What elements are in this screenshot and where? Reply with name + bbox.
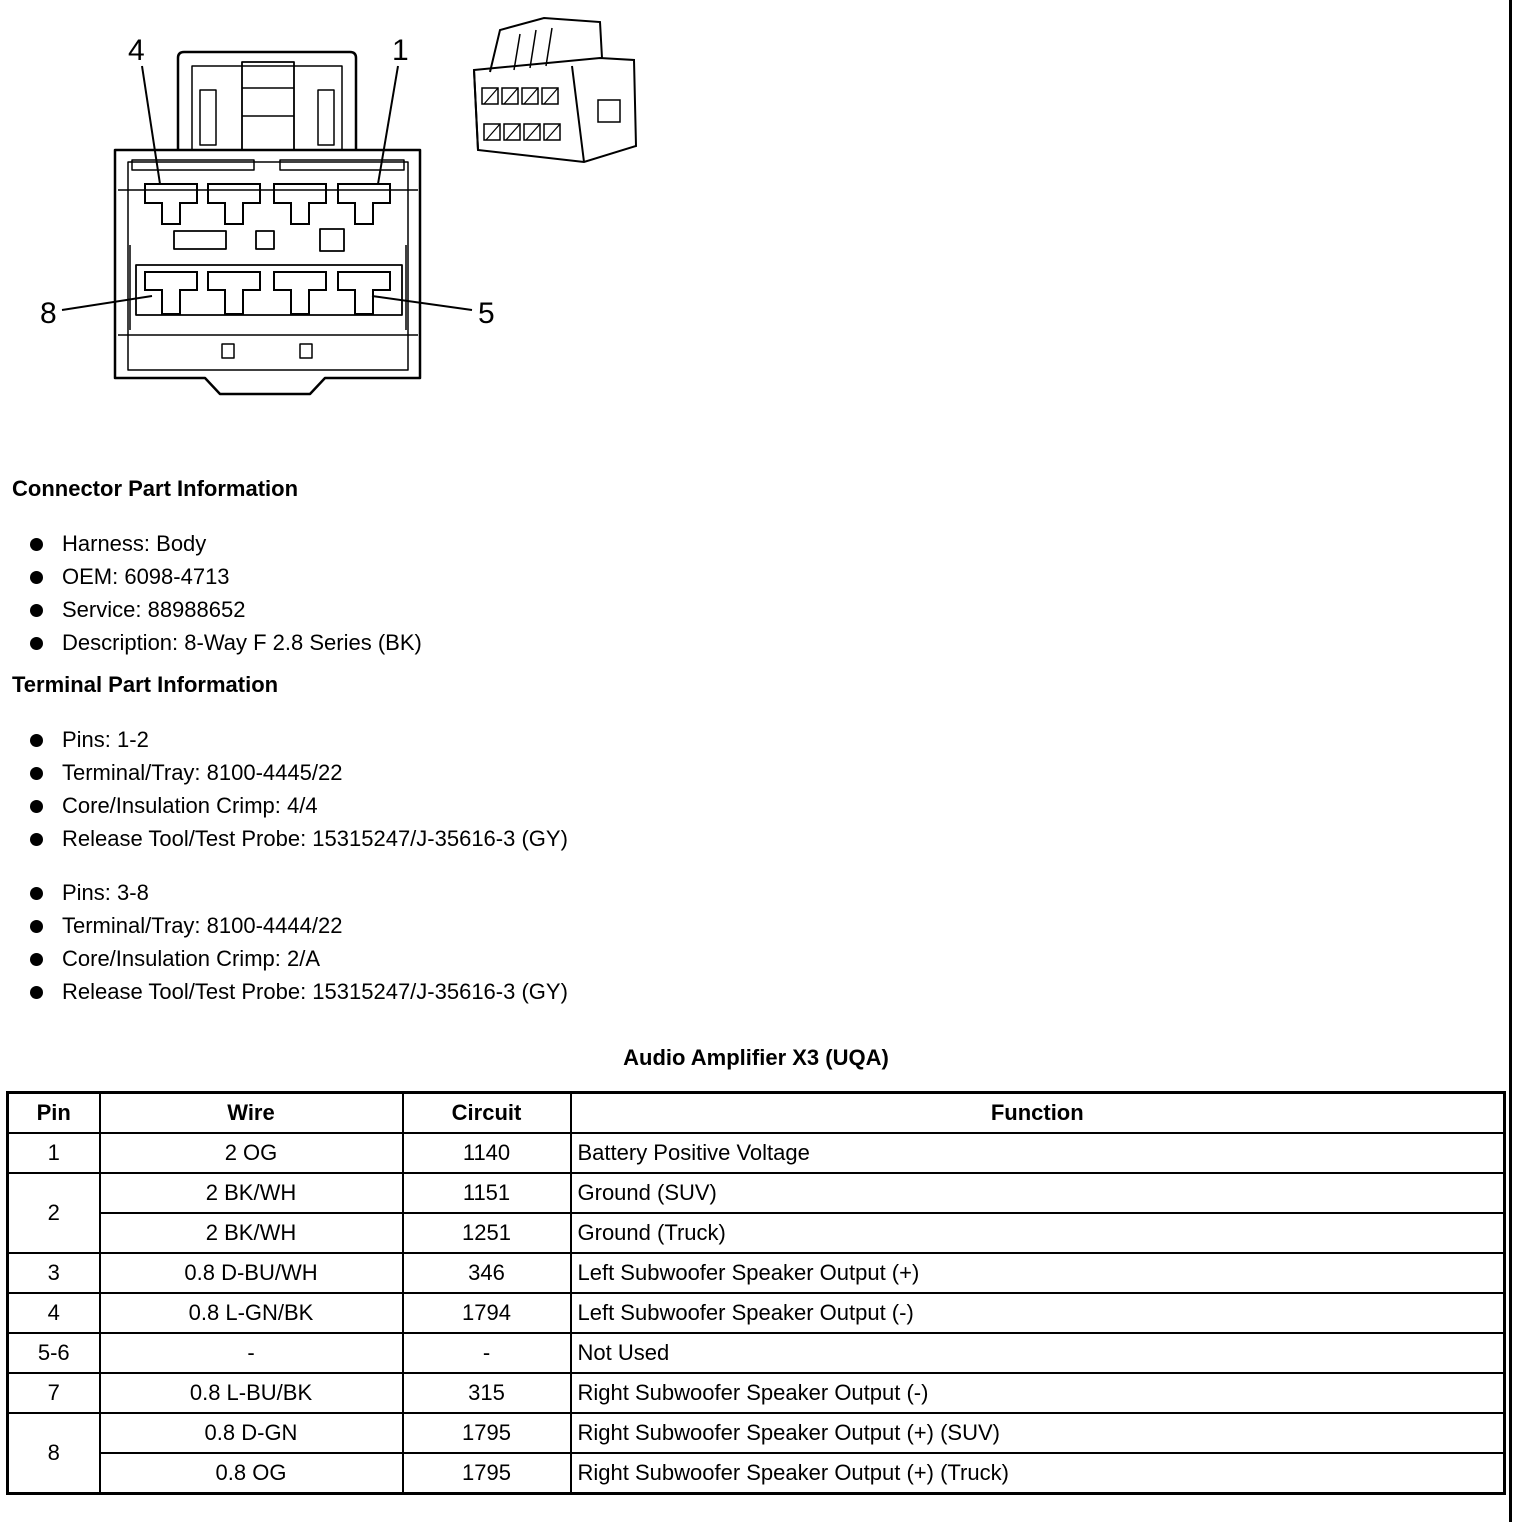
circuit-cell: 315: [403, 1373, 571, 1413]
circuit-cell: 1140: [403, 1133, 571, 1173]
pin-cell: 7: [8, 1373, 100, 1413]
terminal-info-list-2: [28, 876, 568, 1008]
wire-cell: 0.8 D-GN: [100, 1413, 403, 1453]
pinout-table: [6, 1091, 1506, 1495]
wire-cell: 2 OG: [100, 1133, 403, 1173]
list-item: Core/Insulation Crimp: 2/A: [28, 942, 568, 975]
table-row: [8, 1413, 1505, 1453]
table-row: [8, 1173, 1505, 1213]
function-cell: Left Subwoofer Speaker Output (-): [571, 1293, 1505, 1333]
circuit-cell: 1795: [403, 1453, 571, 1494]
connector-info-list: [28, 527, 422, 659]
wire-cell: 0.8 D-BU/WH: [100, 1253, 403, 1293]
list-item: Pins: 1-2: [28, 723, 568, 756]
page-border-right: [1509, 0, 1512, 1522]
pin-label-1: 1: [392, 34, 409, 67]
list-item: Terminal/Tray: 8100-4444/22: [28, 909, 568, 942]
function-cell: Ground (SUV): [571, 1173, 1505, 1213]
column-header-circuit: Circuit: [403, 1093, 571, 1134]
table-header-row: [8, 1093, 1505, 1134]
pin-label-5: 5: [478, 297, 495, 330]
circuit-cell: 346: [403, 1253, 571, 1293]
function-cell: Right Subwoofer Speaker Output (+) (Truck): [571, 1453, 1505, 1494]
circuit-cell: 1795: [403, 1413, 571, 1453]
list-item: Release Tool/Test Probe: 15315247/J-35616-3 (GY): [28, 822, 568, 855]
table-row: [8, 1253, 1505, 1293]
function-cell: Right Subwoofer Speaker Output (-): [571, 1373, 1505, 1413]
function-cell: Not Used: [571, 1333, 1505, 1373]
pin-cell: 8: [8, 1413, 100, 1494]
list-item: Pins: 3-8: [28, 876, 568, 909]
function-cell: Left Subwoofer Speaker Output (+): [571, 1253, 1505, 1293]
list-item: Release Tool/Test Probe: 15315247/J-35616-3 (GY): [28, 975, 568, 1008]
table-row: [8, 1213, 1505, 1253]
wire-cell: 2 BK/WH: [100, 1173, 403, 1213]
table-row: [8, 1333, 1505, 1373]
wire-cell: 2 BK/WH: [100, 1213, 403, 1253]
table-row: [8, 1133, 1505, 1173]
column-header-function: Function: [571, 1093, 1505, 1134]
list-item: Service: 88988652: [28, 593, 422, 626]
table-row: [8, 1373, 1505, 1413]
function-cell: Ground (Truck): [571, 1213, 1505, 1253]
connector-diagram: [0, 0, 700, 420]
connector-info-heading: Connector Part Information: [12, 476, 299, 501]
circuit-cell: 1794: [403, 1293, 571, 1333]
table-row: [8, 1293, 1505, 1333]
connector-iso-view: [474, 18, 636, 162]
wire-cell: 0.8 L-BU/BK: [100, 1373, 403, 1413]
list-item: Core/Insulation Crimp: 4/4: [28, 789, 568, 822]
list-item: OEM: 6098-4713: [28, 560, 422, 593]
pin-cell: 4: [8, 1293, 100, 1333]
terminal-info-heading: Terminal Part Information: [12, 672, 279, 697]
table-title: Audio Amplifier X3 (UQA): [623, 1045, 889, 1070]
pin-label-4: 4: [128, 34, 145, 67]
circuit-cell: 1151: [403, 1173, 571, 1213]
pin-cell: 1: [8, 1133, 100, 1173]
column-header-pin: Pin: [8, 1093, 100, 1134]
pin-label-8: 8: [40, 297, 57, 330]
circuit-cell: 1251: [403, 1213, 571, 1253]
list-item: Terminal/Tray: 8100-4445/22: [28, 756, 568, 789]
table-row: [8, 1453, 1505, 1494]
wire-cell: -: [100, 1333, 403, 1373]
pin-cell: 3: [8, 1253, 100, 1293]
wire-cell: 0.8 L-GN/BK: [100, 1293, 403, 1333]
function-cell: Battery Positive Voltage: [571, 1133, 1505, 1173]
pin-cell: 5-6: [8, 1333, 100, 1373]
circuit-cell: -: [403, 1333, 571, 1373]
pin-cell: 2: [8, 1173, 100, 1253]
list-item: Harness: Body: [28, 527, 422, 560]
column-header-wire: Wire: [100, 1093, 403, 1134]
function-cell: Right Subwoofer Speaker Output (+) (SUV): [571, 1413, 1505, 1453]
terminal-info-list-1: [28, 723, 568, 855]
wire-cell: 0.8 OG: [100, 1453, 403, 1494]
list-item: Description: 8-Way F 2.8 Series (BK): [28, 626, 422, 659]
